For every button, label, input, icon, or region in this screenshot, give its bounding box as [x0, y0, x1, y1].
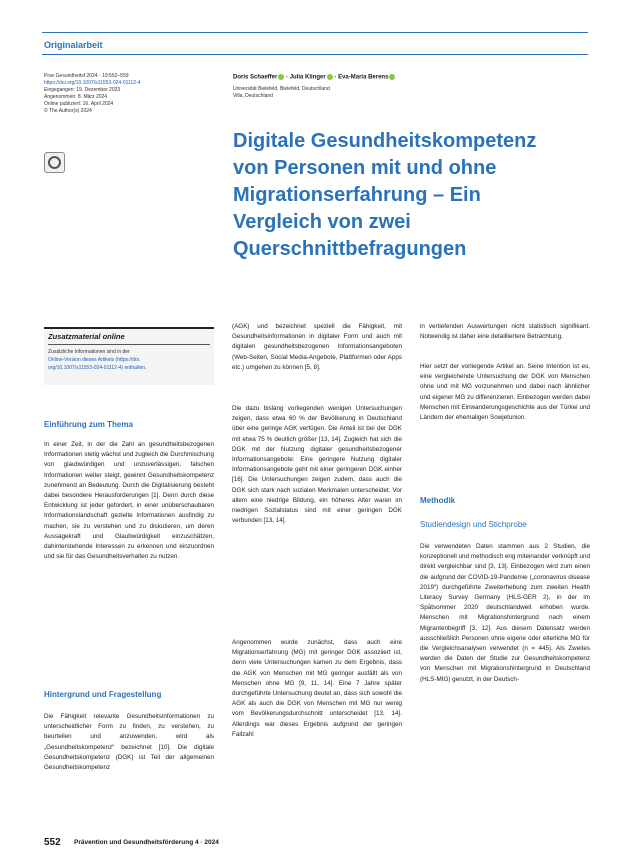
- paragraph: in vertiefenden Auswertungen nicht statistisch signifikant. Notwendig ist daher eine detailliertere Betrachtung.: [420, 323, 590, 341]
- section-heading-methods: Methodik: [420, 496, 456, 505]
- footer-journal: Prävention und Gesundheitsförderung 4 · 2024: [74, 839, 219, 846]
- supplement-link[interactable]: Online-Version dieses Artikels (https://doi.: [48, 357, 141, 363]
- author-list: Doris Schaeffer · Julia Klinger · Eva-Maria Berens: [233, 74, 395, 81]
- open-access-logo-icon: [44, 152, 65, 173]
- author-name[interactable]: Julia Klinger: [289, 74, 326, 81]
- paragraph: In einer Zeit, in der die Zahl an gesundheitsbezogenen Informationen stetig wächst und zugleich die Durchmischung von glaubwürdigen und unzuverlässigen, falschen Informationen weiter steigt, gewinnt Gesundheitskompetenz zunehmend an Bedeutung. Durch die Digitalisierung besteht dabei besondere Herausforderungen [1]. Denn durch diese Entwicklung ist jeder gefordert, in einer unüberschaubaren Informationslandschaft gezielte Informationen ausfindig zu machen, sie zu verstehen und zu diskutieren, um deren Aussagekraft und Glaubwürdigkeit einzuschätzen, dahinterstehende Interessen zu erkennen und einzuordnen und sie für das Gesundheitsverhalten zu nutzen.: [44, 441, 214, 561]
- section-tag: Originalarbeit: [44, 40, 103, 50]
- page-number: 552: [44, 837, 61, 848]
- meta-received: Eingegangen: 19. Dezember 2023: [44, 87, 121, 93]
- paragraph: Die dazu bislang vorliegenden wenigen Untersuchungen zeigen, dass etwa 60 % der Bevölkerung in Deutschland über eine geringe AGK verfügen. Die Anteil ist bei der DGK mit etwa 75 % deutlich größer [13, 14]. Zugleich hat sich die DGK mit der Nutzung digitaler gesundheitsbezogener Informationsangebote: Eine geringere Nutzung digitaler Informationsangebote geht mit einer geringeren DGK einher [16]. Die Untersuchungen zeigen zudem, dass auch die DGK sich stark nach sozialen Merkmalen unterscheidet. Vor allem eine niedrige Bildung, ein höheres Alter waren im niedrigen Sozialstatus sind mit einer geringen DGK verbunden [13, 14].: [232, 405, 402, 525]
- supplement-heading: Zusatzmaterial online: [48, 332, 125, 341]
- orcid-icon[interactable]: [327, 74, 333, 80]
- title-line: von Personen mit und ohne: [233, 157, 497, 179]
- supplement-link[interactable]: org/10.1007/s11553-024-01112-4) enthalten.: [48, 365, 147, 371]
- supplement-text: Zusätzliche Informationen sind in der: [48, 349, 130, 355]
- meta-citation: Prav Gesundheitsf 2024 · 19:552–559: [44, 73, 129, 79]
- paragraph: Hier setzt der vorliegende Artikel an. Seine Intention ist es, eine vergleichende Untersuchung der DGK von Menschen ohne und mit MG vorzunehmen und dabei nach ähnlicher und eigener MG zu differenzieren. Einbezogen werden dabei Menschen mit Einwanderungsgeschichte aus der Türkei und Ländern der ehemaligen Sowjetunion.: [420, 363, 590, 422]
- title-line: Digitale Gesundheitskompetenz: [233, 130, 537, 152]
- title-line: Querschnittbefragungen: [233, 238, 467, 260]
- section-heading-background: Hintergrund und Fragestellung: [44, 690, 162, 699]
- author-name[interactable]: Doris Schaeffer: [233, 74, 278, 81]
- top-rule: [42, 32, 588, 33]
- meta-copyright: © The Author(s) 2024: [44, 108, 92, 114]
- supplement-box: [44, 327, 214, 385]
- paragraph: Angenommen wurde zunächst, dass auch eine Migrationserfahrung (MG) mit geringer DGK assoziiert ist, denn viele Untersuchungen kamen zu dem Ergebnis, dass die AGK von Menschen mit MG geringer ausfällt als von Menschen ohne MG [9, 11, 14]. Eine 7 Jahre später durchgeführte Untersuchung deutet an, dass sich sowohl die AGK als auch die DGK von Menschen mit MG nur wenig vom Bevölkerungsdurchschnitt unterscheidet [13, 14]. Allerdings war dieses Ergebnis aufgrund der geringen Fallzahl: [232, 639, 402, 738]
- author-name[interactable]: Eva-Maria Berens: [338, 74, 389, 81]
- orcid-icon[interactable]: [278, 74, 284, 80]
- meta-accepted: Angenommen: 8. März 2024: [44, 94, 108, 100]
- paragraph: Die Fähigkeit relevante Gesundheitsinformationen zu unterscheidlicher Form zu finden, zu verstehen, zu beurteilen und anzuwenden, wird als „Gesundheitskompetenz“ bezeichnet [10]. Die digitale Gesundheitskompetenz (DGK) ist Teil der allgemeinen Gesundheitskompetenz: [44, 713, 214, 772]
- paragraph: (AGK) und bezeichnet speziell die Fähigkeit, mit Gesundheitsinformationen in digitaler Form und auch mit digitalen gesundheitsbezogenen Informationsangeboten (Web-Seiten, Social Media-Angebote, Plattformen oder Apps etc.) umgehen zu können [5, 8].: [232, 323, 402, 371]
- orcid-icon[interactable]: [389, 74, 395, 80]
- affiliation: Universität Bielefeld, Bielefeld, Deutschland: [233, 86, 330, 92]
- header-rule: [42, 54, 588, 55]
- title-line: Migrationserfahrung – Ein: [233, 184, 481, 206]
- title-line: Vergleich von zwei: [233, 211, 411, 233]
- article-title: [233, 128, 593, 263]
- meta-published: Online publiziert: 16. April 2024: [44, 101, 114, 107]
- supplement-divider: [48, 344, 210, 345]
- meta-doi-link[interactable]: https://doi.org/10.1007/s11553-024-01112-4: [44, 80, 141, 86]
- affiliation: Villa, Deutschland: [233, 93, 273, 99]
- subsection-heading-study-design: Studiendesign und Stichprobe: [420, 520, 527, 529]
- section-heading-introduction: Einführung zum Thema: [44, 420, 133, 429]
- paragraph: Die verwendeten Daten stammen aus 2 Studien, die konzeptionell und methodisch eng miteinander verknüpft und direkt vergleichbar sind [3, 13]. Einbezogen wird zum einen die aufgrund der COVID-19-Pandemie („coronavirus disease 2019“) durchgeführte Zweiterhebung zum zweiten Health Literacy Survey Germany (HLS-GER 2), in der im Spätsommer 2020 deutschlandweit erhoben wurde. Menschen mit Migrationshintergrund nach einem Migrantenbegriff [3, 12]. Aus diesem Datensatz werden ausschließlich Personen ohne eigene oder elterliche MG für die Vergleichsanalysen verwendet (n = 445). Als Zweites werden die Daten der Studie zur Gesundheitskompetenz von Menschen mit Migrationshintergrund in Deutschland (HLS-MIG) genutzt, in der Deutsch-: [420, 543, 590, 683]
